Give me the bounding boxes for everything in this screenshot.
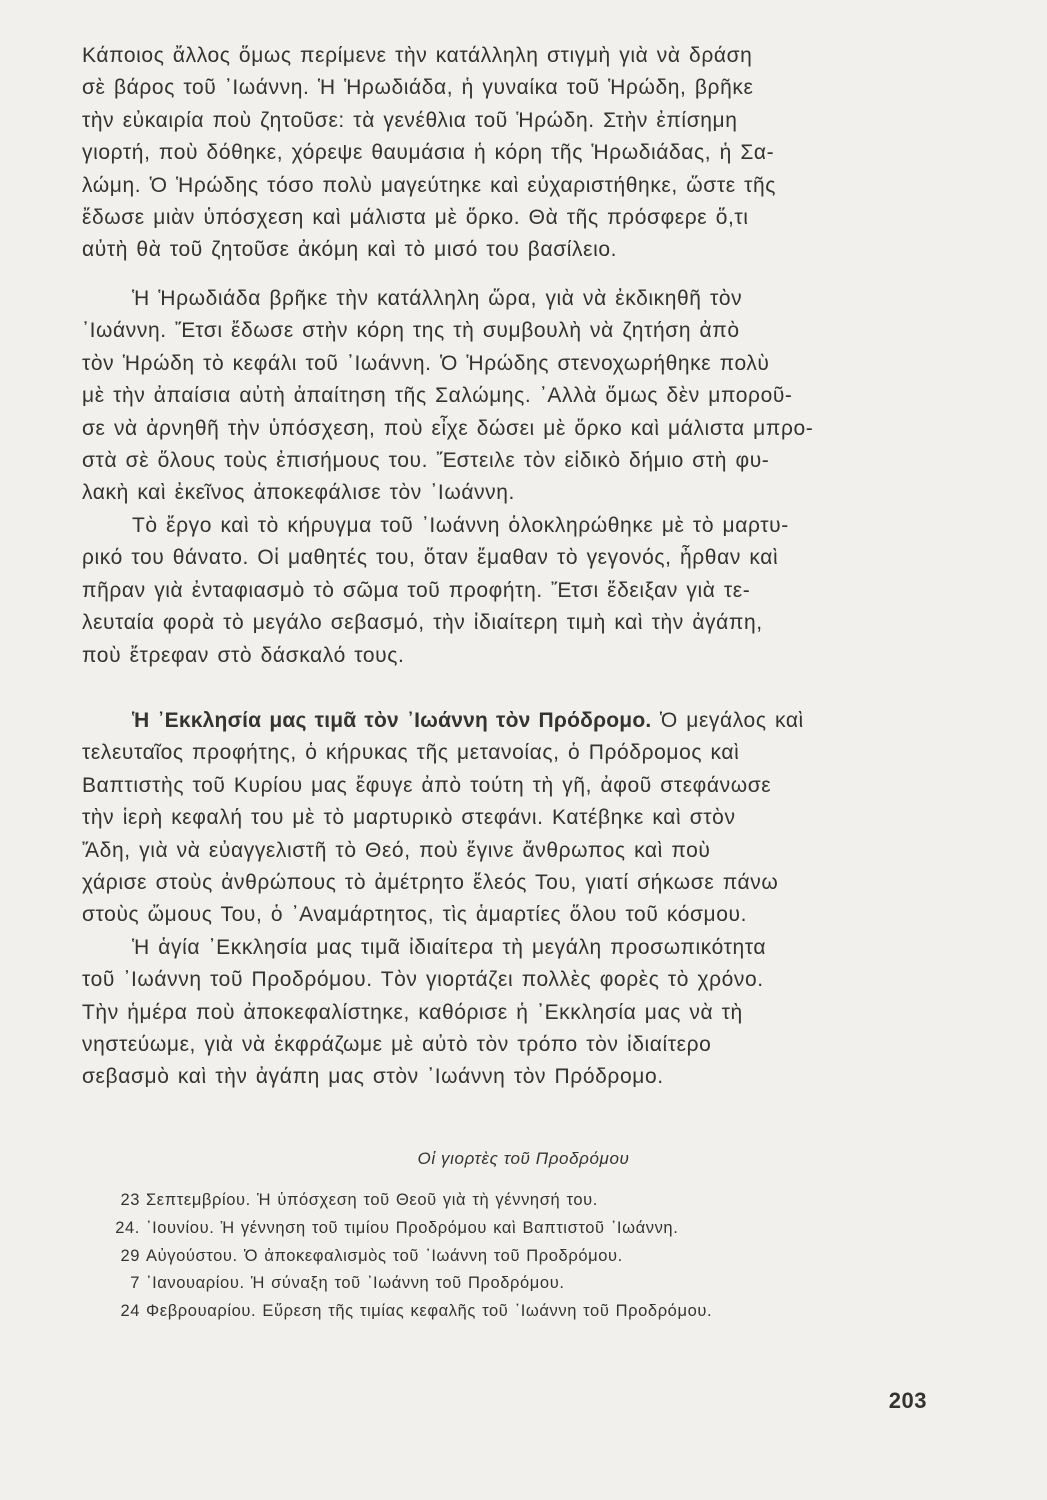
text-line: Τὴν ἡμέρα ποὺ ἀποκεφαλίστηκε, καθόρισε ἡ ᾿Εκκλησία μας νὰ τὴ [82, 1000, 743, 1024]
text-line: στοὺς ὤμους Του, ὁ ᾿Αναμάρτητος, τὶς ἁμαρτίες ὅλου τοῦ κόσμου. [82, 903, 748, 927]
section-church-honours [82, 705, 942, 1094]
feast-day: 7 [130, 1274, 140, 1293]
feast-text: Φεβρουαρίου. Εὕρεση τῆς τιμίας κεφαλῆς τοῦ ᾿Ιωάννη τοῦ Προδρόμου. [146, 1302, 713, 1321]
text-line: λώμη. Ὁ Ἡρώδης τόσο πολὺ μαγεύτηκε καὶ εὐχαριστήθηκε, ὥστε τῆς [82, 173, 777, 197]
text-line: τοῦ ᾿Ιωάννη τοῦ Προδρόμου. Τὸν γιορτάζει πολλὲς φορὲς τὸ χρόνο. [82, 968, 764, 992]
text-line: Ἡ ἁγία ᾿Εκκλησία μας τιμᾶ ἰδιαίτερα τὴ μεγάλη προσωπικότητα [132, 935, 767, 959]
text-line: γιορτή, ποὺ δόθηκε, χόρεψε θαυμάσια ἡ κόρη τῆς Ἡρωδιάδας, ἡ Σα- [82, 141, 775, 165]
text-line: μὲ τὴν ἀπαίσια αὐτὴ ἀπαίτηση τῆς Σαλώμης. ᾿Αλλὰ ὅμως δὲν μποροῦ- [82, 384, 793, 408]
text-line: Τὸ ἔργο καὶ τὸ κήρυγμα τοῦ ᾿Ιωάννη ὁλοκληρώθηκε μὲ τὸ μαρτυ- [132, 514, 789, 537]
text-line: τὴν εὐκαιρία ποὺ ζητοῦσε: τὰ γενέθλια τοῦ Ἡρώδη. Στὴν ἐπίσημη [82, 108, 738, 132]
section-heading-rest: Ὁ μεγάλος καὶ [651, 709, 804, 732]
text-line: σεβασμὸ καὶ τὴν ἀγάπη μας στὸν ᾿Ιωάννη τὸν Πρόδρομο. [82, 1065, 664, 1089]
paragraph-martyrdom [82, 510, 942, 672]
feast-text: Αὐγούστου. Ὁ ἀποκεφαλισμὸς τοῦ ᾿Ιωάννη τοῦ Προδρόμου. [146, 1246, 623, 1265]
list-item [100, 1215, 960, 1243]
text-line: Ἄδη, γιὰ νὰ εὐαγγελιστῆ τὸ Θεό, ποὺ ἔγινε ἄνθρωπος καὶ ποὺ [82, 838, 711, 862]
feast-day: 29 [120, 1246, 140, 1265]
feast-day: 24. [115, 1218, 140, 1237]
list-item [100, 1187, 960, 1215]
text-line: σε νὰ ἀρνηθῆ τὴν ὑπόσχεση, ποὺ εἶχε δώσει μὲ ὅρκο καὶ μάλιστα μπρο- [82, 416, 814, 440]
feast-text: ᾿Ιανουαρίου. Ἡ σύναξη τοῦ ᾿Ιωάννη τοῦ Προδρόμου. [146, 1274, 565, 1293]
feast-text: Σεπτεμβρίου. Ἡ ὑπόσχεση τοῦ Θεοῦ γιὰ τὴ γέννησή του. [146, 1191, 598, 1209]
page-number: 203 [888, 1388, 927, 1413]
text-line: αὐτὴ θὰ τοῦ ζητοῦσε ἀκόμη καὶ τὸ μισό του βασίλειο. [82, 238, 618, 262]
feast-day: 24 [120, 1302, 140, 1321]
text-line: ἔδωσε μιὰν ὑπόσχεση καὶ μάλιστα μὲ ὅρκο. Θὰ τῆς πρόσφερε ὅ,τι [82, 206, 749, 230]
text-line: στὰ σὲ ὅλους τοὺς ἐπισήμους του. Ἔστειλε τὸν εἰδικὸ δήμιο στὴ φυ- [82, 449, 770, 473]
feasts-list [100, 1187, 960, 1326]
text-line: ποὺ ἔτρεφαν στὸ δάσκαλό τους. [82, 643, 405, 667]
text-line: χάρισε στοὺς ἀνθρώπους τὸ ἀμέτρητο ἔλεός Του, γιατί σήκωσε πάνω [82, 871, 779, 895]
text-line: λακὴ καὶ ἐκεῖνος ἀποκεφάλισε τὸν ᾿Ιωάννη. [82, 481, 515, 505]
section-heading: Ἡ ᾿Εκκλησία μας τιμᾶ τὸν ᾿Ιωάννη τὸν Πρόδρομο. [132, 709, 652, 732]
text-line: νηστεύωμε, γιὰ νὰ ἐκφράζωμε μὲ αὐτὸ τὸν τρόπο τὸν ἰδιαίτερο [82, 1033, 712, 1057]
text-line: τὴν ἱερὴ κεφαλή του μὲ τὸ μαρτυρικὸ στεφάνι. Κατέβηκε καὶ στὸν [82, 806, 736, 830]
text-line: σὲ βάρος τοῦ ᾿Ιωάννη. Ἡ Ἡρωδιάδα, ἡ γυναίκα τοῦ Ἡρώδη, βρῆκε [82, 76, 754, 100]
text-line: ρικό του θάνατο. Οἱ μαθητές του, ὅταν ἔμαθαν τὸ γεγονός, ἦρθαν καὶ [82, 546, 779, 570]
list-item [100, 1270, 960, 1298]
text-line: τελευταῖος προφήτης, ὁ κήρυκας τῆς μετανοίας, ὁ Πρόδρομος καὶ [82, 741, 740, 765]
text-line: Ἡ Ἡρωδιάδα βρῆκε τὴν κατάλληλη ὥρα, γιὰ νὰ ἐκδικηθῆ τὸν [132, 287, 743, 310]
text-line: Βαπτιστὴς τοῦ Κυρίου μας ἔφυγε ἀπὸ τούτη τὴ γῆ, ἀφοῦ στεφάνωσε [82, 773, 772, 797]
text-line: τὸν Ἡρώδη τὸ κεφάλι τοῦ ᾿Ιωάννη. Ὁ Ἡρώδης στενοχωρήθηκε πολὺ [82, 351, 770, 375]
section-first-line [82, 705, 942, 737]
feast-text: ᾿Ιουνίου. Ἡ γέννηση τοῦ τιμίου Προδρόμου καὶ Βαπτιστοῦ ᾿Ιωάννη. [146, 1218, 679, 1237]
list-item [100, 1298, 960, 1326]
feasts-title: Οἱ γιορτὲς τοῦ Προδρόμου [417, 1149, 630, 1168]
paragraph-beheading [82, 283, 942, 510]
list-item [100, 1243, 960, 1271]
text-line: Κάποιος ἄλλος ὅμως περίμενε τὴν κατάλληλη στιγμὴ γιὰ νὰ δράση [82, 44, 753, 67]
paragraph-herodias-plot [82, 40, 942, 267]
text-line: λευταία φορὰ τὸ μεγάλο σεβασμό, τὴν ἰδιαίτερη τιμὴ καὶ τὴν ἀγάπη, [82, 611, 763, 635]
text-line: ᾿Ιωάννη. Ἔτσι ἔδωσε στὴν κόρη της τὴ συμβουλὴ νὰ ζητήση ἀπὸ [82, 319, 740, 343]
feast-day: 23 [120, 1191, 140, 1209]
text-line: πῆραν γιὰ ἐνταφιασμὸ τὸ σῶμα τοῦ προφήτη. Ἔτσι ἔδειξαν γιὰ τε- [82, 578, 751, 602]
